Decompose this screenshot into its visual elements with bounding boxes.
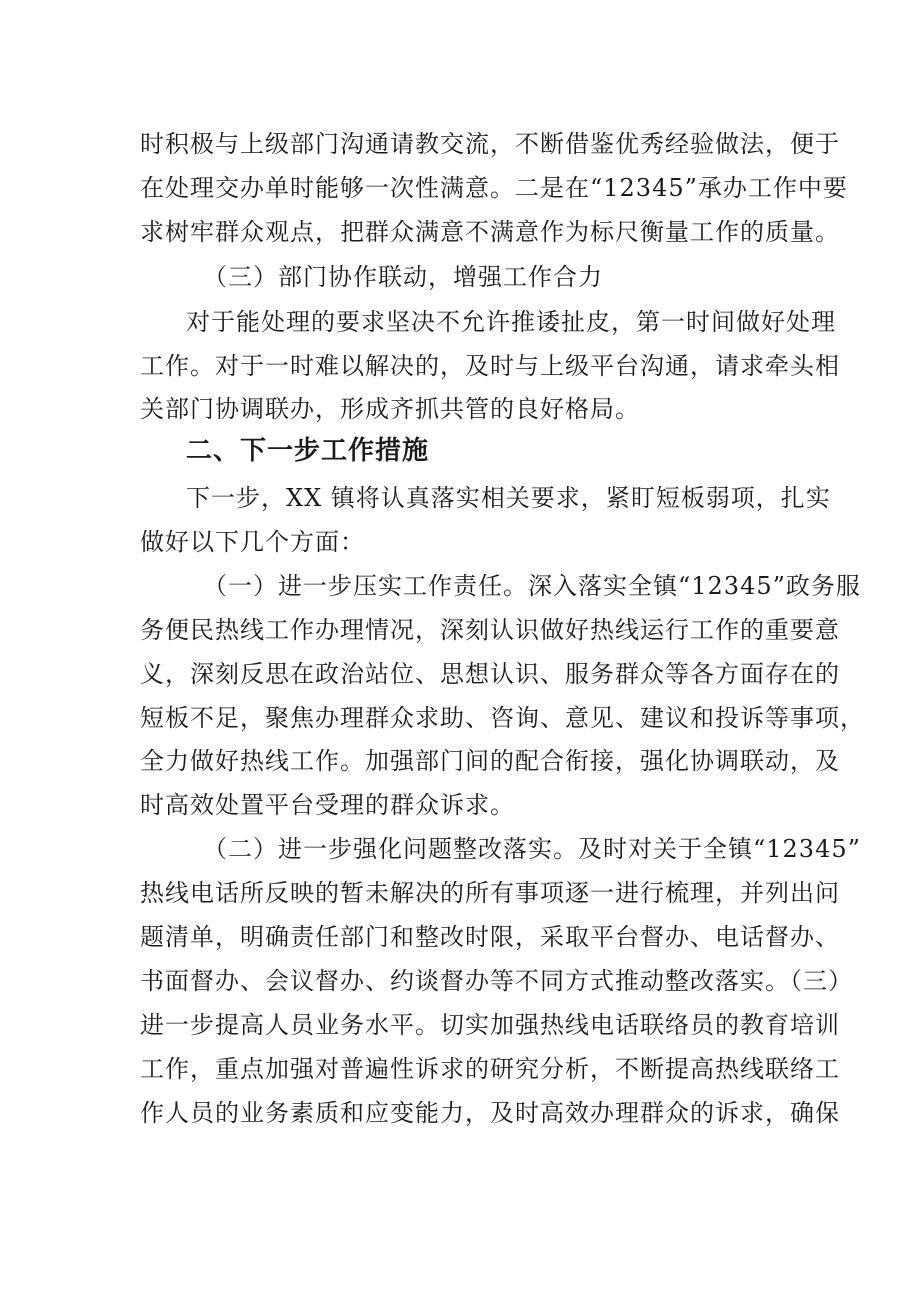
paragraph-line: 务便民热线工作办理情况，深刻认识做好热线运行工作的重要意 [140,616,840,644]
paragraph-line: 下一步，XX 镇将认真落实相关要求，紧盯短板弱项，扎实 [186,484,831,512]
paragraph-line: 作人员的业务素质和应变能力，及时高效办理群众的诉求，确保 [140,1099,840,1127]
paragraph-line: 全力做好热线工作。加强部门间的配合衔接，强化协调联动，及 [140,747,840,775]
paragraph-line: 热线电话所反映的暂未解决的所有事项逐一进行梳理，并列出问 [140,879,840,907]
paragraph-line: 关部门协调联办，形成齐抓共管的良好格局。 [140,395,640,423]
paragraph-line: 短板不足，聚焦办理群众求助、咨询、意见、建议和投诉等事项， [140,704,865,732]
subsection-heading: （三）部门协作联动，增强工作合力 [203,263,603,291]
paragraph-line: 在处理交办单时能够一次性满意。二是在“12345”承办工作中要 [140,174,848,202]
paragraph-line: 求树牢群众观点，把群众满意不满意作为标尺衡量工作的质量。 [140,218,840,246]
paragraph-line: 时高效处置平台受理的群众诉求。 [140,791,515,819]
paragraph-line: 进一步提高人员业务水平。切实加强热线电话联络员的教育培训 [140,1011,840,1039]
paragraph-line: （二）进一步强化问题整改落实。及时对关于全镇“12345” [203,835,861,863]
paragraph-line: （一）进一步压实工作责任。深入落实全镇“12345”政务服 [203,572,861,600]
paragraph-line: 题清单，明确责任部门和整改时限，采取平台督办、电话督办、 [140,923,840,951]
paragraph-line: 对于能处理的要求坚决不允许推诿扯皮，第一时间做好处理 [186,308,836,336]
paragraph-line: 做好以下几个方面： [140,528,365,556]
paragraph-line: 时积极与上级部门沟通请教交流，不断借鉴优秀经验做法，便于 [140,130,840,158]
paragraph-line: 工作，重点加强对普遍性诉求的研究分析，不断提高热线联络工 [140,1055,840,1083]
paragraph-line: 义，深刻反思在政治站位、思想认识、服务群众等各方面存在的 [140,660,840,688]
paragraph-line: 书面督办、会议督办、约谈督办等不同方式推动整改落实。（三） [140,967,853,995]
paragraph-line: 工作。对于一时难以解决的，及时与上级平台沟通，请求牵头相 [140,352,840,380]
section-heading: 二、下一步工作措施 [186,436,430,466]
